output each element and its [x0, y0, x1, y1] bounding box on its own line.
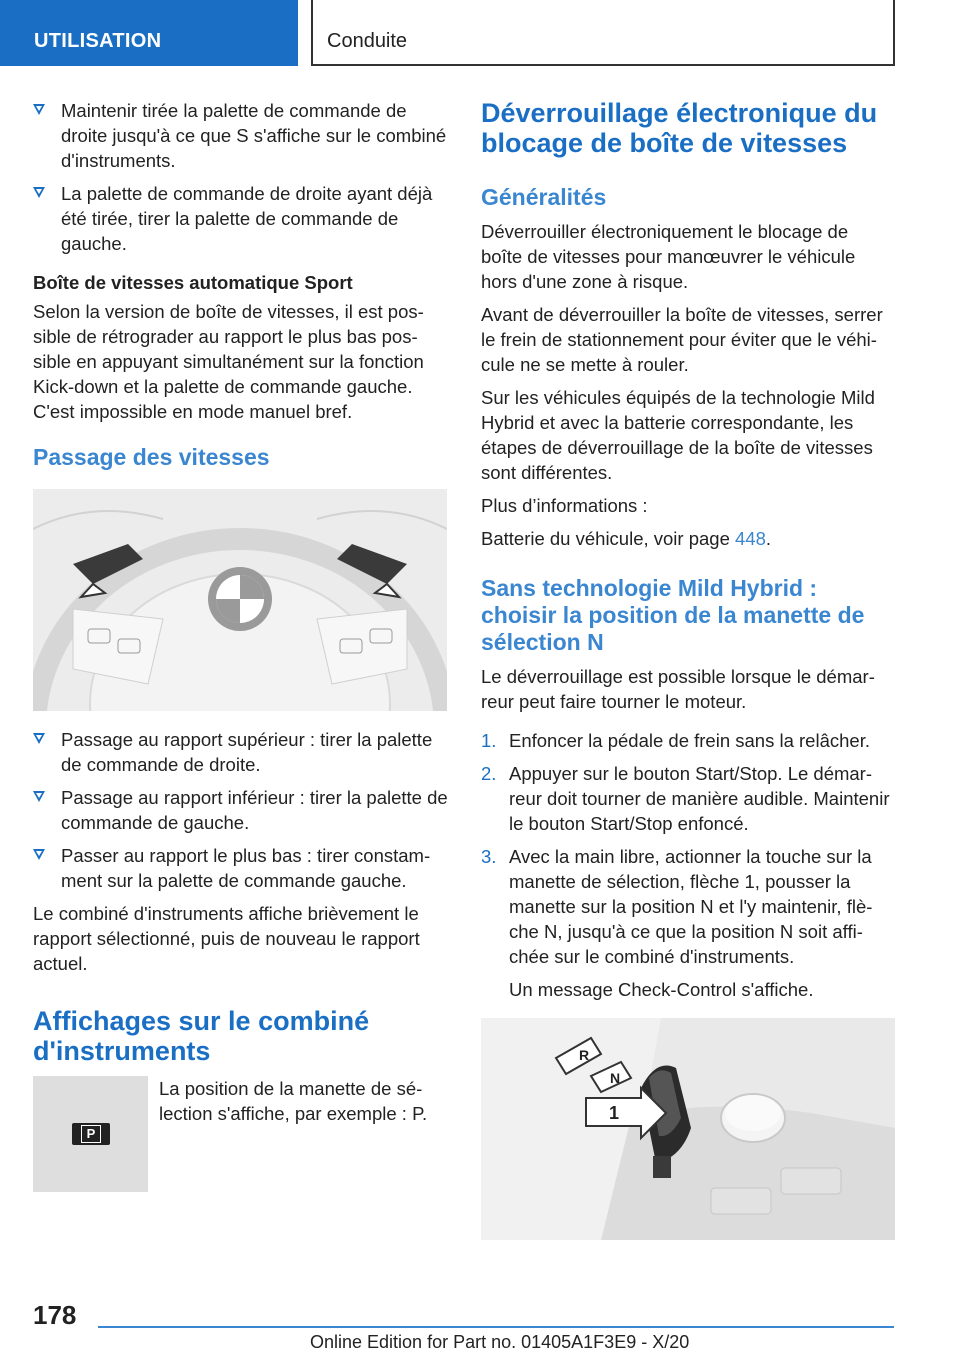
triangle-bullet-icon [33, 849, 45, 860]
triangle-bullet-icon [33, 791, 45, 802]
list-item: Passer au rapport le plus bas : tirer constamment sur la palette de commande gauche. [33, 843, 449, 893]
steering-wheel-figure [33, 489, 447, 711]
triangle-bullet-icon [33, 187, 45, 198]
affichages-heading: Affichages sur le combiné d'instruments [33, 1006, 370, 1066]
page-number: 178 [33, 1300, 77, 1330]
park-indicator-icon: P [72, 1123, 110, 1145]
section-tab[interactable]: UTILISATION [0, 0, 298, 66]
paragraph: Plus d’informations : [481, 495, 648, 516]
list-item: La palette de commande de droite ayant déjà été tirée, tirer la palette de commande de gauche. [33, 181, 449, 256]
display-example [33, 1076, 449, 1192]
left-column [33, 98, 449, 1192]
steering-wheel-illustration [33, 489, 447, 711]
step-item: 2. Appuyer sur le bouton Start/Stop. Le démarreur doit tourner de manière audible. Maintenir le bouton Start/Stop enfoncé. [481, 763, 890, 834]
paragraph: Sur les véhicules équipés de la technologie Mild Hybrid et avec la batterie correspondante, les étapes de déverrouillage de la boîte de vitesses sont différentes. [481, 387, 875, 483]
sport-heading: Boîte de vitesses automatique Sport [33, 272, 353, 293]
list-item: Passage au rapport supérieur : tirer la palette de commande de droite. [33, 727, 449, 777]
list-item: Maintenir tirée la palette de commande de droite jusqu'à ce que S s'affiche sur le combiné d'instruments. [33, 98, 449, 173]
edition-footer: Online Edition for Part no. 01405A1F3E9 - X/20 [310, 1332, 690, 1352]
page-link[interactable]: 448 [735, 528, 766, 549]
chapter-title: Conduite [311, 0, 895, 66]
footer-divider [98, 1326, 894, 1328]
right-column [481, 98, 893, 1240]
triangle-bullet-icon [33, 104, 45, 115]
display-figure [33, 1076, 148, 1192]
gear-selector-figure [481, 1018, 895, 1240]
list-item: Passage au rapport inférieur : tirer la palette de commande de gauche. [33, 785, 449, 835]
arrow-n-label: N [610, 1070, 621, 1086]
step-note: Un message Check-Control s'affiche. [509, 979, 814, 1000]
sport-paragraph: Selon la version de boîte de vitesses, il est possible de rétrograder au rapport le plus bas possible en appuyant simultanément sur la fonction Kick-down et la palette de commande gauche. C'est impossible en mode manuel bref. [33, 301, 424, 422]
main-heading: Déverrouillage électronique du blocage de boîte de vitesses [481, 98, 878, 158]
gear-selector-illustration [481, 1018, 895, 1240]
step-item: 3. Avec la main libre, actionner la touche sur la manette de sélection, flèche 1, pousser la manette sur la position N et l'y maintenir, flèche N, jusqu'à ce que la position N soit affichée sur le combiné d'instruments. [481, 846, 873, 967]
display-paragraph: La position de la manette de sélection s'affiche, par exemple : P. [159, 1078, 428, 1124]
sans-paragraph: Le déverrouillage est possible lorsque le démarreur peut faire tourner le moteur. [481, 666, 875, 712]
arrow-r-label: R [579, 1047, 590, 1063]
paragraph: Déverrouiller électroniquement le blocage de boîte de vitesses pour manœuvrer le véhicule hors d'une zone à risque. [481, 221, 856, 292]
generalites-heading: Généralités [481, 184, 607, 210]
combined-paragraph: Le combiné d'instruments affiche brièvement le rapport sélectionné, puis de nouveau le rapport actuel. [33, 903, 420, 974]
step-item: 1. Enfoncer la pédale de frein sans la relâcher. [481, 730, 870, 751]
triangle-bullet-icon [33, 733, 45, 744]
battery-reference: Batterie du véhicule, voir page 448. [481, 528, 772, 549]
passage-heading: Passage des vitesses [33, 444, 270, 470]
paragraph: Avant de déverrouiller la boîte de vitesses, serrer le frein de stationnement pour éviter que le véhicule ne se mette à rouler. [481, 304, 883, 375]
arrow-1-label: 1 [609, 1103, 620, 1123]
sans-heading: Sans technologie Mild Hybrid : choisir la position de la manette de sélection N [481, 575, 865, 655]
